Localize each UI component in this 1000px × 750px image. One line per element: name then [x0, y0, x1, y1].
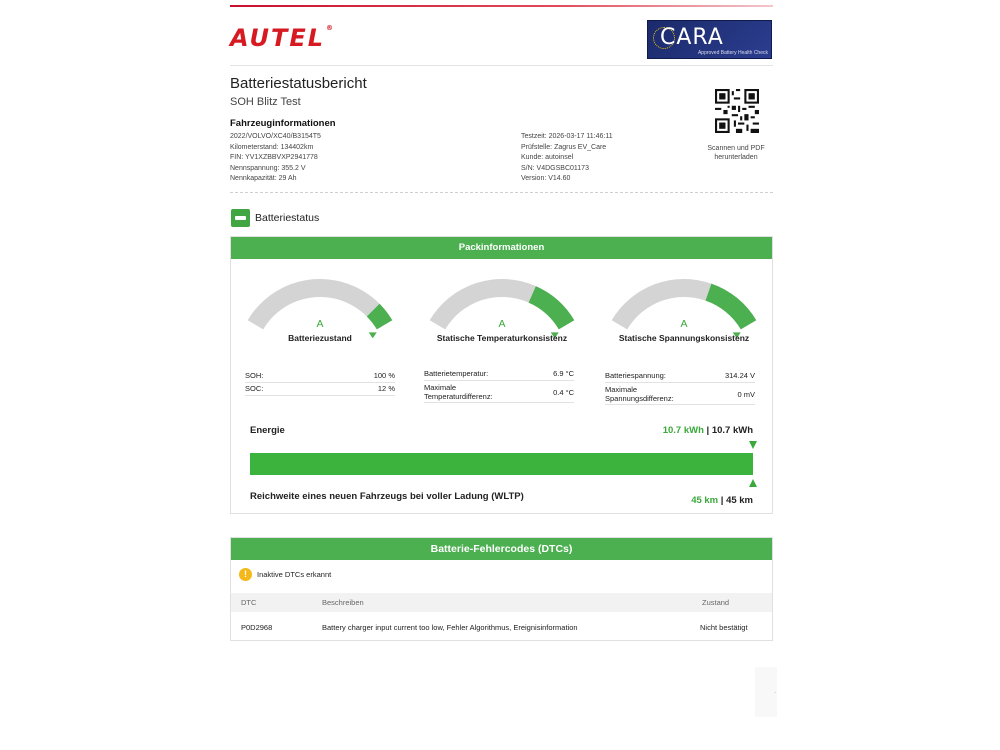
report-subtitle: SOH Blitz Test: [230, 96, 301, 108]
dtc-header: Batterie-Fehlercodes (DTCs): [231, 538, 772, 560]
header-divider: [230, 65, 773, 66]
side-scroll-tab[interactable]: ·: [755, 667, 777, 717]
kv-row: Maximale Spannungsdifferenz: 0 mV: [605, 385, 755, 403]
vehicle-nominal-voltage: Nennspannung: 355.2 V: [230, 164, 306, 172]
energy-marker-top-icon: [749, 441, 757, 449]
dtc-card: [230, 537, 773, 641]
dtc-col-status: Zustand: [702, 598, 730, 607]
dtc-status: Nicht bestätigt: [700, 623, 748, 632]
report-page: [230, 0, 773, 750]
battery-icon: [231, 209, 250, 227]
vehicle-info-divider: [230, 192, 773, 193]
vehicle-vin: FIN: YV1XZBBVXP2941778: [230, 154, 318, 161]
gauge-grade-3: A: [680, 318, 688, 330]
serial-number: S/N: V4DGSBC01173: [521, 164, 589, 172]
dtc-col-code: DTC: [241, 598, 257, 607]
kv-row: Batterietemperatur: 6.9 °C: [424, 369, 574, 381]
vehicle-info-right: [521, 132, 613, 185]
gauge-fill: [529, 286, 575, 329]
gauge-grade-2: A: [498, 318, 506, 330]
qr-code-icon[interactable]: [715, 89, 759, 133]
vehicle-nominal-capacity: Nennkapazität: 29 Ah: [230, 175, 297, 182]
kv-row: SOH: 100 %: [245, 371, 395, 383]
range-value: 45 km | 45 km: [691, 495, 753, 506]
dtc-table-header: [231, 593, 772, 612]
test-time: Testzeit: 2026-03-17 11:46:11: [521, 133, 613, 140]
battery-status-title: Batteriestatus: [255, 212, 320, 224]
kv-row: Batteriespannung: 314.24 V: [605, 371, 755, 383]
dtc-warning-text: Inaktive DTCs erkannt: [257, 570, 332, 579]
software-version: Version: V14.60: [521, 175, 571, 182]
pack-info-header: Packinformationen: [231, 237, 772, 259]
dtc-code: P0D2968: [241, 623, 273, 632]
gauge-label-3: Statische Spannungskonsistenz: [618, 333, 750, 343]
vehicle-info-title: Fahrzeuginformationen: [230, 118, 336, 129]
top-accent-line: [230, 5, 773, 7]
energy-bar: [250, 453, 753, 475]
range-label: Reichweite eines neuen Fahrzeugs bei voller Ladung (WLTP): [250, 491, 524, 502]
cara-badge: CARA Approved Battery Health Check: [647, 20, 772, 59]
report-title: Batteriestatusbericht: [230, 75, 367, 92]
customer: Kunde: autoinsel: [521, 154, 574, 161]
vehicle-info-left: [230, 132, 321, 185]
dtc-description: Battery charger input current too low, Fehler Algorithmus, Ereignisinformation: [322, 623, 578, 632]
kv-row: SOC: 12 %: [245, 384, 395, 396]
vehicle-model: 2022/VOLVO/XC40/B3154T5: [230, 133, 321, 140]
gauge-grade-1: A: [316, 318, 324, 330]
energy-value: 10.7 kWh | 10.7 kWh: [662, 425, 753, 436]
table-row: [231, 618, 772, 638]
dtc-col-desc: Beschreiben: [322, 598, 364, 607]
kv-row: Maximale Temperaturdifferenz: 0.4 °C: [424, 383, 574, 401]
qr-download-text[interactable]: Scannen und PDF herunterladen: [707, 145, 765, 161]
energy-marker-bottom-icon: [749, 479, 757, 487]
gauge-label-1: Batteriezustand: [288, 333, 352, 343]
test-station: Prüfstelle: Zagrus EV_Care: [521, 143, 607, 151]
autel-logo: AUTEL®: [230, 24, 336, 52]
vehicle-mileage: Kilometerstand: 134402km: [230, 143, 314, 151]
gauge-label-2: Statische Temperaturkonsistenz: [436, 333, 568, 343]
warning-icon: !: [239, 568, 252, 581]
energy-label: Energie: [250, 425, 285, 436]
gauge-fill: [705, 284, 756, 330]
